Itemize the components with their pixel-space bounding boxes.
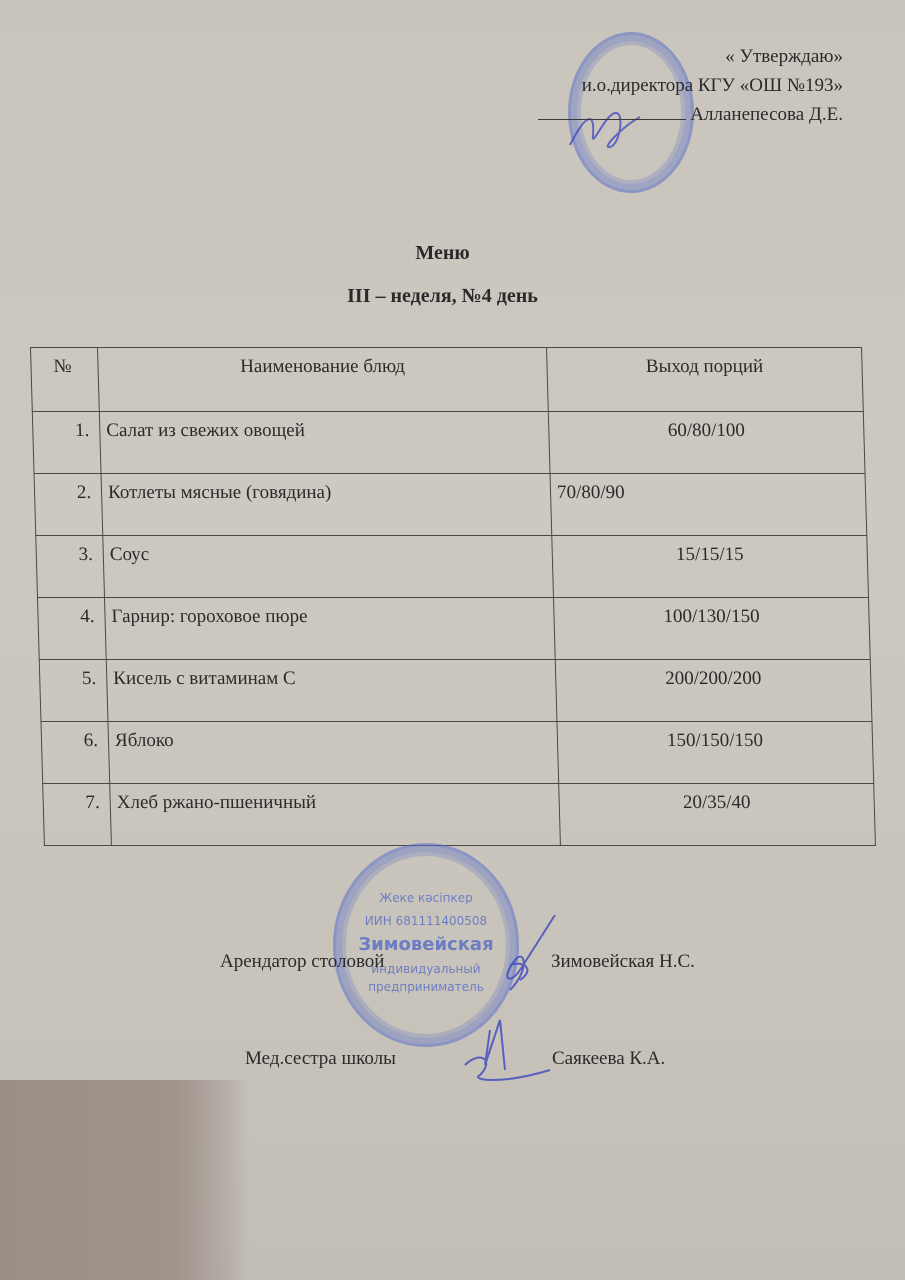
row-dish: Яблоко (108, 722, 559, 784)
page-subtitle: III – неделя, №4 день (347, 285, 538, 307)
row-num: 6. (41, 722, 110, 784)
row-output: 15/15/15 (552, 536, 869, 598)
table-row (34, 474, 867, 536)
tenant-name: Зимовейская Н.С. (551, 951, 695, 972)
row-num: 5. (39, 660, 108, 722)
tenant-signature (490, 910, 560, 1000)
header-dish: Наименование блюд (98, 348, 549, 412)
table-row (36, 536, 869, 598)
stamp-text-5: предприниматель (368, 980, 484, 994)
row-dish: Соус (103, 536, 554, 598)
row-output: 100/130/150 (553, 598, 870, 660)
stamp-text-1: Жеке кәсіпкер (379, 891, 473, 905)
row-num: 7. (43, 784, 112, 846)
shadow-overlay (0, 1080, 250, 1280)
row-dish: Кисель с витаминам С (106, 660, 557, 722)
row-num: 2. (34, 474, 103, 536)
table-row (43, 784, 876, 846)
menu-table (30, 347, 876, 846)
row-output: 200/200/200 (555, 660, 872, 722)
stamp-text-4: индивидуальный (371, 962, 481, 976)
row-dish: Гарнир: гороховое пюре (104, 598, 555, 660)
nurse-signature (445, 1010, 555, 1090)
nurse-name: Саякеева К.А. (552, 1048, 666, 1069)
row-output: 70/80/90 (550, 474, 867, 536)
table-row (41, 722, 874, 784)
row-output: 60/80/100 (548, 412, 865, 474)
approval-position: и.о.директора КГУ «ОШ №193» (581, 75, 843, 96)
approval-signatory (538, 100, 843, 129)
tenant-role: Арендатор столовой (220, 951, 385, 972)
approval-block (538, 42, 843, 129)
approval-heading: « Утверждаю» (725, 46, 843, 67)
row-num: 1. (32, 412, 101, 474)
row-dish: Хлеб ржано-пшеничный (110, 784, 561, 846)
signature-line (538, 119, 686, 120)
approval-name: Алланепесова Д.Е. (690, 104, 843, 125)
table-row (37, 598, 870, 660)
row-output: 150/150/150 (557, 722, 874, 784)
table-row (32, 412, 865, 474)
nurse-role: Мед.сестра школы (245, 1048, 396, 1069)
row-dish: Салат из свежих овощей (99, 412, 550, 474)
table-row (39, 660, 872, 722)
stamp-text-3: Зимовейская (358, 934, 494, 955)
row-num: 3. (36, 536, 105, 598)
stamp-text-2: ИИН 681111400508 (364, 914, 488, 928)
page-title: Меню (415, 242, 470, 264)
row-num: 4. (37, 598, 106, 660)
header-output: Выход порций (547, 348, 864, 412)
table-header-row (31, 348, 864, 412)
header-num: № (31, 348, 100, 412)
row-dish: Котлеты мясные (говядина) (101, 474, 552, 536)
row-output: 20/35/40 (559, 784, 876, 846)
